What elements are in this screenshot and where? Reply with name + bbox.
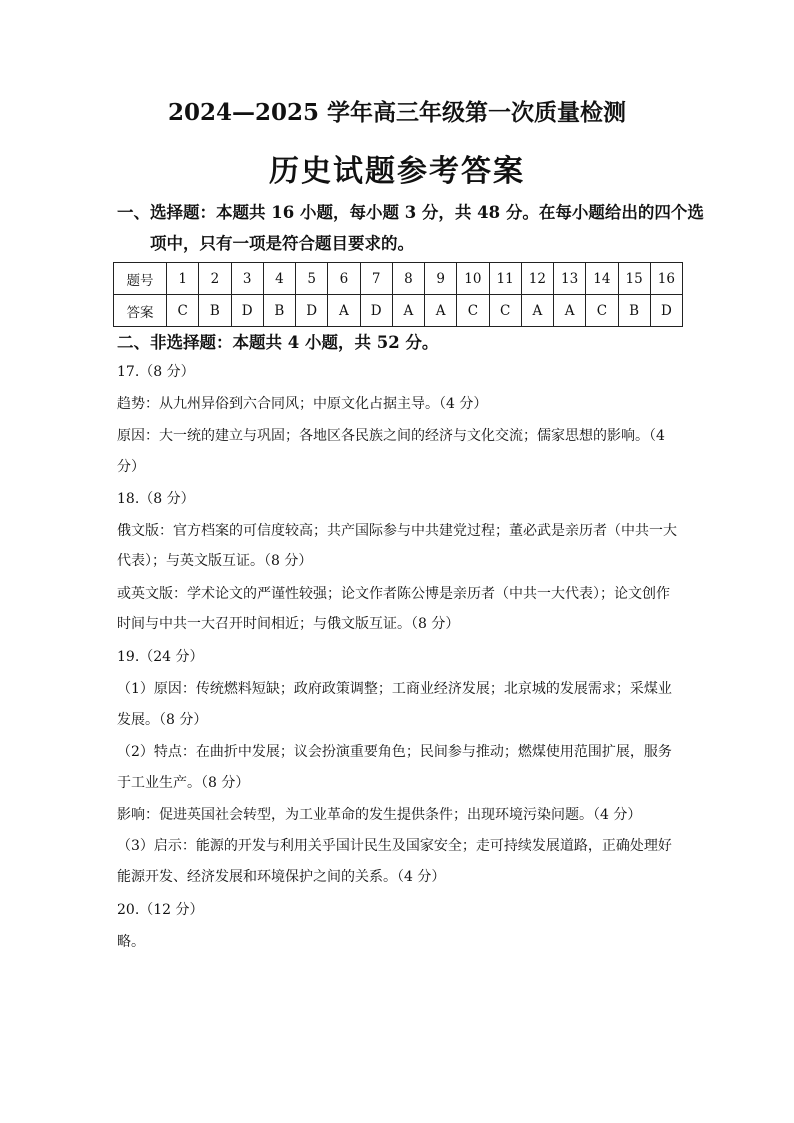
- section1-heading-line1: 一、选择题：本题共 16 小题，每小题 3 分，共 48 分。在每小题给出的四个选: [117, 203, 704, 222]
- answer-row: [114, 295, 683, 327]
- answer-cell: D: [360, 295, 392, 327]
- q18-english-line1: 或英文版：学术论文的严谨性较强；论文作者陈公博是亲历者（中共一大代表）；论文创作: [117, 586, 670, 602]
- q18-heading: 18.（8 分）: [117, 491, 195, 507]
- section1-heading-line2: 项中，只有一项是符合题目要求的。: [150, 234, 414, 253]
- question-number: 12: [521, 263, 553, 295]
- question-number-row: [114, 263, 683, 295]
- question-number: 8: [392, 263, 424, 295]
- question-number: 13: [554, 263, 586, 295]
- answer-key-title: 历史试题参考答案: [269, 154, 525, 189]
- question-number: 7: [360, 263, 392, 295]
- q18-russian-line2: 代表）；与英文版互证。（8 分）: [117, 553, 313, 569]
- exam-title: 2024—2025 学年高三年级第一次质量检测: [167, 99, 627, 126]
- answer-cell: D: [650, 295, 682, 327]
- answer-cell: C: [167, 295, 199, 327]
- answer-cell: A: [425, 295, 457, 327]
- answer-cell: C: [457, 295, 489, 327]
- answer-cell: D: [296, 295, 328, 327]
- answer-cell: C: [586, 295, 618, 327]
- question-number: 15: [618, 263, 650, 295]
- q18-russian-line1: 俄文版：官方档案的可信度较高；共产国际参与中共建党过程；董必武是亲历者（中共一大: [117, 523, 677, 539]
- q17-trend: 趋势：从九州异俗到六合同风；中原文化占据主导。（4 分）: [117, 396, 488, 412]
- q20-answer: 略。: [117, 934, 145, 950]
- q19-part3-line1: （3）启示：能源的开发与利用关乎国计民生及国家安全；走可持续发展道路，正确处理好: [117, 838, 672, 854]
- answer-cell: A: [554, 295, 586, 327]
- q17-heading: 17.（8 分）: [117, 364, 195, 380]
- answer-cell: B: [199, 295, 231, 327]
- answer-cell: A: [392, 295, 424, 327]
- q19-part1-line1: （1）原因：传统燃料短缺；政府政策调整；工商业经济发展；北京城的发展需求；采煤业: [117, 681, 672, 697]
- question-number: 6: [328, 263, 360, 295]
- row-label-answer: 答案: [114, 295, 167, 327]
- answer-cell: B: [618, 295, 650, 327]
- answer-cell: A: [328, 295, 360, 327]
- q17-reason-line2: 分）: [117, 459, 145, 475]
- question-number: 4: [263, 263, 295, 295]
- answer-cell: D: [231, 295, 263, 327]
- section2-heading: 二、非选择题：本题共 4 小题，共 52 分。: [117, 333, 439, 352]
- answer-cell: A: [521, 295, 553, 327]
- row-label-number: 题号: [114, 263, 167, 295]
- q19-impact: 影响：促进英国社会转型，为工业革命的发生提供条件；出现环境污染问题。（4 分）: [117, 807, 642, 823]
- question-number: 14: [586, 263, 618, 295]
- answer-table: [113, 262, 683, 327]
- answer-cell: B: [263, 295, 295, 327]
- question-number: 1: [167, 263, 199, 295]
- q19-part2-line2: 于工业生产。（8 分）: [117, 775, 250, 791]
- q19-heading: 19.（24 分）: [117, 649, 204, 665]
- q19-part1-line2: 发展。（8 分）: [117, 712, 208, 728]
- question-number: 10: [457, 263, 489, 295]
- q19-part2-line1: （2）特点：在曲折中发展；议会扮演重要角色；民间参与推动；燃煤使用范围扩展，服务: [117, 744, 672, 760]
- answer-cell: C: [489, 295, 521, 327]
- question-number: 9: [425, 263, 457, 295]
- q18-english-line2: 时间与中共一大召开时间相近；与俄文版互证。（8 分）: [117, 616, 460, 632]
- question-number: 16: [650, 263, 682, 295]
- question-number: 11: [489, 263, 521, 295]
- question-number: 5: [296, 263, 328, 295]
- q17-reason-line1: 原因：大一统的建立与巩固；各地区各民族之间的经济与文化交流；儒家思想的影响。（4: [117, 428, 665, 444]
- question-number: 3: [231, 263, 263, 295]
- q19-part3-line2: 能源开发、经济发展和环境保护之间的关系。（4 分）: [117, 869, 446, 885]
- q20-heading: 20.（12 分）: [117, 902, 204, 918]
- question-number: 2: [199, 263, 231, 295]
